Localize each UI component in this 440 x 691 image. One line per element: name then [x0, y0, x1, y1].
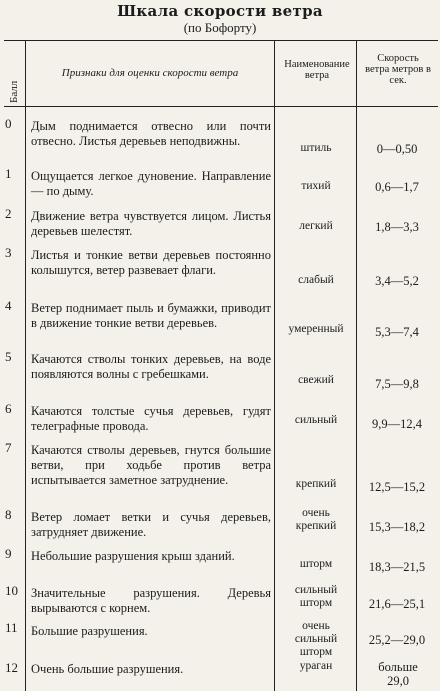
row-description: Ощущается легкое дуновение. Направление — по дыму.	[31, 169, 271, 198]
row-description: Небольшие разрушения крыш зданий.	[31, 549, 235, 563]
row-ball: 2	[5, 206, 12, 221]
row-speed: 12,5—15,2	[368, 480, 426, 494]
row-speed: 7,5—9,8	[375, 377, 419, 391]
row-description: Ветер ломает ветки и сучья деревьев, затрудняет движение.	[31, 510, 271, 539]
row-wind-name: штиль	[300, 142, 332, 154]
row-wind-name: сильный шторм	[294, 584, 338, 609]
row-ball: 3	[5, 245, 12, 260]
column-divider-signs	[274, 40, 275, 691]
row-speed: 9,9—12,4	[372, 417, 422, 431]
header-top-rule	[4, 40, 438, 41]
header-bottom-rule	[4, 106, 438, 107]
row-description: Очень большие разрушения.	[31, 662, 184, 676]
header-name: Наименование ветра	[284, 59, 350, 81]
row-ball: 1	[5, 166, 12, 181]
row-wind-name: свежий	[298, 374, 334, 386]
row-description: Дым поднимается отвесно или почти отвесно. Листья деревьев неподвижны.	[31, 119, 271, 148]
row-wind-name: шторм	[299, 558, 333, 570]
row-ball: 4	[5, 298, 12, 313]
column-divider-name	[356, 40, 357, 691]
row-speed: 1,8—3,3	[375, 220, 419, 234]
row-wind-name: слабый	[298, 274, 334, 286]
row-ball: 9	[5, 546, 12, 561]
row-speed: 25,2—29,0	[368, 633, 426, 647]
row-description: Ветер поднимает пыль и бумажки, приводит в движение тонкие ветви деревьев.	[31, 301, 271, 330]
table-title: Шкала скорости ветра	[117, 2, 323, 20]
row-speed: 0—0,50	[376, 142, 418, 156]
row-wind-name: умеренный	[288, 323, 344, 335]
row-description: Качаются стволы деревьев, гнутся большие ветви, при ходьбе против ветра испытывается заметное затруднение.	[31, 443, 271, 487]
row-wind-name: сильный	[294, 414, 338, 426]
row-ball: 8	[5, 507, 12, 522]
row-speed: 5,3—7,4	[375, 325, 419, 339]
row-ball: 10	[5, 583, 18, 598]
row-ball: 11	[5, 620, 18, 635]
column-divider-ball	[25, 40, 26, 691]
row-speed: 3,4—5,2	[375, 274, 419, 288]
row-speed: 18,3—21,5	[368, 560, 426, 574]
row-ball: 5	[5, 349, 12, 364]
row-speed: 15,3—18,2	[368, 520, 426, 534]
row-description: Качаются толстые сучья деревьев, гудят телеграфные провода.	[31, 404, 271, 433]
row-description: Движение ветра чувствуется лицом. Листья деревьев шелестят.	[31, 209, 271, 238]
row-wind-name: очень сильный шторм	[294, 620, 338, 658]
row-wind-name: ураган	[299, 660, 333, 672]
row-speed: 0,6—1,7	[375, 180, 419, 194]
row-wind-name: крепкий	[295, 478, 337, 490]
row-wind-name: тихий	[301, 180, 331, 192]
row-wind-name: очень крепкий	[295, 507, 337, 532]
row-ball: 12	[5, 660, 18, 675]
row-speed: 21,6—25,1	[368, 597, 426, 611]
row-wind-name: легкий	[299, 220, 333, 232]
row-description: Большие разрушения.	[31, 624, 148, 638]
row-ball: 6	[5, 401, 12, 416]
row-ball: 0	[5, 116, 12, 131]
header-speed: Скорость ветра метров в сек.	[365, 53, 431, 86]
header-signs: Признаки для оценки скорости ветра	[61, 67, 239, 79]
row-description: Листья и тонкие ветви деревьев постоянно колышутся, ветер развевает флаги.	[31, 248, 271, 277]
header-ball: Балл	[8, 80, 20, 103]
row-description: Качаются стволы тонких деревьев, на воде появляются волны с гребешками.	[31, 352, 271, 381]
row-description: Значительные разрушения. Деревья вырываются с корнем.	[31, 586, 271, 615]
row-ball: 7	[5, 440, 12, 455]
row-speed: больше 29,0	[378, 660, 418, 688]
table-subtitle: (по Бофорту)	[183, 20, 257, 35]
